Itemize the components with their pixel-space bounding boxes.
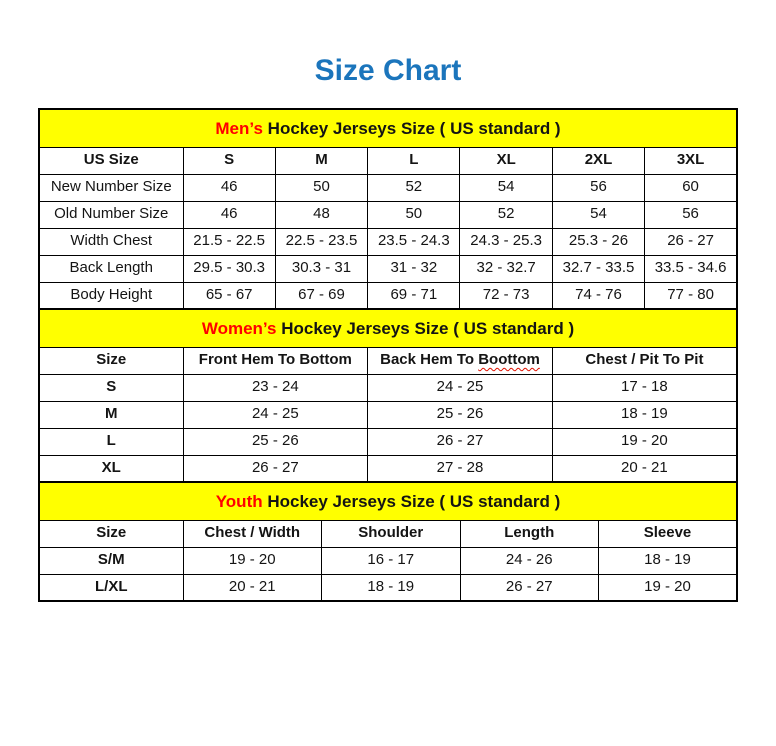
tables-container <box>38 108 738 602</box>
row-label: Width Chest <box>39 228 183 255</box>
size-value-cell: 26 - 27 <box>368 428 553 455</box>
youth-section-title <box>39 482 737 520</box>
size-value-cell: 77 - 80 <box>645 282 737 309</box>
row-label: L <box>39 428 183 455</box>
row-label: L/XL <box>39 574 183 601</box>
youth-title-text: Hockey Jerseys Size ( US standard ) <box>267 491 561 511</box>
size-value-cell: 19 - 20 <box>599 574 738 601</box>
youth-size-table <box>38 481 738 602</box>
womens-title-accent: Women’s <box>201 318 277 338</box>
womens-section-band <box>39 309 737 347</box>
column-header-sleeve: Sleeve <box>599 520 738 547</box>
size-value-cell: 60 <box>645 174 737 201</box>
column-header-2xl: 2XL <box>552 147 644 174</box>
table-row <box>39 401 737 428</box>
column-header-size: Size <box>39 520 183 547</box>
column-header-us-size: US Size <box>39 147 183 174</box>
table-row <box>39 574 737 601</box>
page-title: Size Chart <box>314 54 462 87</box>
row-label: New Number Size <box>39 174 183 201</box>
size-value-cell: 56 <box>552 174 644 201</box>
size-value-cell: 17 - 18 <box>552 374 737 401</box>
size-value-cell: 24.3 - 25.3 <box>460 228 552 255</box>
row-label: S/M <box>39 547 183 574</box>
mens-section-title <box>39 109 737 147</box>
table-row <box>39 374 737 401</box>
size-value-cell: 20 - 21 <box>552 455 737 482</box>
table-row <box>39 282 737 309</box>
size-value-cell: 30.3 - 31 <box>275 255 367 282</box>
size-value-cell: 25 - 26 <box>368 401 553 428</box>
table-row <box>39 228 737 255</box>
size-value-cell: 22.5 - 23.5 <box>275 228 367 255</box>
youth-title-accent: Youth <box>215 491 263 511</box>
mens-column-header-row <box>39 147 737 174</box>
size-value-cell: 69 - 71 <box>368 282 460 309</box>
mens-title-accent: Men’s <box>215 118 263 138</box>
size-chart-page <box>0 54 776 602</box>
size-value-cell: 74 - 76 <box>552 282 644 309</box>
size-value-cell: 20 - 21 <box>183 574 322 601</box>
size-value-cell: 67 - 69 <box>275 282 367 309</box>
table-row <box>39 455 737 482</box>
size-value-cell: 29.5 - 30.3 <box>183 255 275 282</box>
column-header-text: Back Hem To <box>380 351 475 369</box>
row-label: Back Length <box>39 255 183 282</box>
size-value-cell: 24 - 26 <box>460 547 599 574</box>
size-value-cell: 19 - 20 <box>183 547 322 574</box>
column-header-length: Length <box>460 520 599 547</box>
column-header-size: Size <box>39 347 183 374</box>
size-value-cell: 32.7 - 33.5 <box>552 255 644 282</box>
size-value-cell: 24 - 25 <box>183 401 368 428</box>
size-value-cell: 50 <box>275 174 367 201</box>
column-header-3xl: 3XL <box>645 147 737 174</box>
size-value-cell: 52 <box>368 174 460 201</box>
size-value-cell: 56 <box>645 201 737 228</box>
size-value-cell: 54 <box>552 201 644 228</box>
size-value-cell: 18 - 19 <box>599 547 738 574</box>
row-label: M <box>39 401 183 428</box>
womens-section-title <box>39 309 737 347</box>
row-label: Body Height <box>39 282 183 309</box>
youth-column-header-row <box>39 520 737 547</box>
misspelled-word: Boottom <box>478 351 540 369</box>
size-value-cell: 18 - 19 <box>322 574 461 601</box>
womens-size-table <box>38 308 738 483</box>
size-value-cell: 46 <box>183 174 275 201</box>
mens-title-text: Hockey Jerseys Size ( US standard ) <box>267 118 561 138</box>
size-value-cell: 72 - 73 <box>460 282 552 309</box>
size-value-cell: 26 - 27 <box>645 228 737 255</box>
table-row <box>39 428 737 455</box>
column-header-m: M <box>275 147 367 174</box>
size-value-cell: 46 <box>183 201 275 228</box>
size-value-cell: 54 <box>460 174 552 201</box>
size-value-cell: 52 <box>460 201 552 228</box>
row-label: XL <box>39 455 183 482</box>
mens-size-table <box>38 108 738 310</box>
table-row <box>39 174 737 201</box>
size-value-cell: 27 - 28 <box>368 455 553 482</box>
row-label: S <box>39 374 183 401</box>
size-value-cell: 18 - 19 <box>552 401 737 428</box>
size-value-cell: 65 - 67 <box>183 282 275 309</box>
size-value-cell: 48 <box>275 201 367 228</box>
column-header-front-hem: Front Hem To Bottom <box>183 347 368 374</box>
column-header-l: L <box>368 147 460 174</box>
size-value-cell: 31 - 32 <box>368 255 460 282</box>
column-header-back-hem <box>368 347 553 374</box>
womens-title-text: Hockey Jerseys Size ( US standard ) <box>281 318 575 338</box>
size-value-cell: 25 - 26 <box>183 428 368 455</box>
column-header-shoulder: Shoulder <box>322 520 461 547</box>
size-value-cell: 50 <box>368 201 460 228</box>
size-value-cell: 24 - 25 <box>368 374 553 401</box>
youth-section-band <box>39 482 737 520</box>
table-row <box>39 201 737 228</box>
size-value-cell: 19 - 20 <box>552 428 737 455</box>
size-value-cell: 26 - 27 <box>183 455 368 482</box>
table-row <box>39 255 737 282</box>
size-value-cell: 23.5 - 24.3 <box>368 228 460 255</box>
table-row <box>39 547 737 574</box>
column-header-chest-width: Chest / Width <box>183 520 322 547</box>
size-value-cell: 21.5 - 22.5 <box>183 228 275 255</box>
size-value-cell: 25.3 - 26 <box>552 228 644 255</box>
column-header-xl: XL <box>460 147 552 174</box>
size-value-cell: 26 - 27 <box>460 574 599 601</box>
column-header-s: S <box>183 147 275 174</box>
size-value-cell: 23 - 24 <box>183 374 368 401</box>
mens-section-band <box>39 109 737 147</box>
size-value-cell: 32 - 32.7 <box>460 255 552 282</box>
row-label: Old Number Size <box>39 201 183 228</box>
size-value-cell: 16 - 17 <box>322 547 461 574</box>
womens-column-header-row <box>39 347 737 374</box>
size-value-cell: 33.5 - 34.6 <box>645 255 737 282</box>
column-header-chest-pit: Chest / Pit To Pit <box>552 347 737 374</box>
